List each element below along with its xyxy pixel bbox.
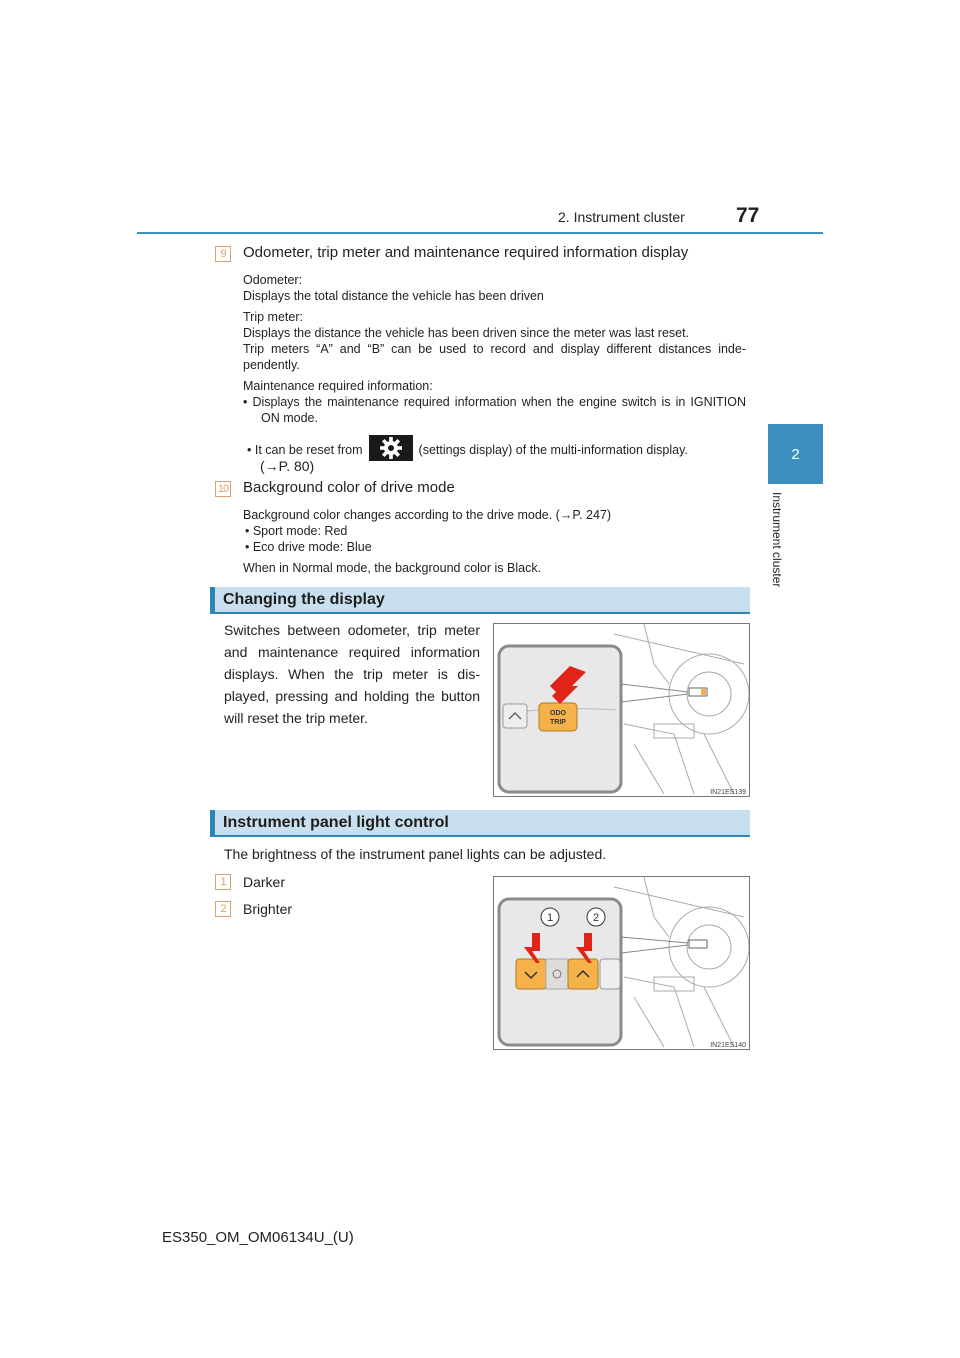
page-number: 77	[736, 204, 760, 227]
header-section-title: 2. Instrument cluster	[558, 209, 685, 225]
section-title-changing-display: Changing the display	[223, 591, 385, 608]
item-number-10: 10	[215, 481, 231, 497]
changing-display-text: Switches between odometer, trip meter and maintenance required information displays. When the trip meter is dis-played, pressing and holding the button will reset the trip meter.	[224, 622, 480, 726]
item10-title: Background color of drive mode	[243, 479, 455, 496]
odo-trip-button-illustration	[493, 623, 750, 797]
eco-mode-bullet: • Eco drive mode: Blue	[245, 540, 372, 554]
panel-light-buttons-illustration	[493, 876, 750, 1050]
brighter-label: Brighter	[243, 901, 293, 917]
trip-label-on-button: TRIP	[550, 719, 566, 726]
item9-title: Odometer, trip meter and maintenance required information display	[243, 244, 689, 261]
maintenance-page-ref: (→P. 80)	[260, 458, 315, 474]
item10-text: Background color changes according to the drive mode. (→P. 247)	[243, 508, 612, 522]
maintenance-bullet-2-start: • It can be reset from	[247, 443, 363, 457]
illustration-code-140: IN21ES140	[710, 1042, 746, 1049]
item-number-2: 2	[215, 901, 231, 917]
illustration-code-139: IN21ES139	[710, 789, 746, 796]
item10-body	[243, 507, 746, 576]
odometer-label: Odometer:	[243, 273, 303, 287]
trip-text-1: Displays the distance the vehicle has been driven since the meter was last reset.	[243, 326, 690, 340]
odo-label: ODO	[550, 710, 566, 717]
item-number-9: 9	[215, 246, 231, 262]
settings-gear-icon	[369, 435, 413, 461]
header-rule	[137, 232, 823, 234]
section-title-panel-light: Instrument panel light control	[223, 814, 449, 831]
item-number-1: 1	[215, 874, 231, 890]
trip-label: Trip meter:	[243, 310, 303, 324]
trip-text-2: Trip meters “A” and “B” can be used to record and display different distances inde-pendently.	[243, 342, 746, 372]
normal-mode-text: When in Normal mode, the background color is Black.	[243, 561, 542, 575]
callout-1: 1	[546, 912, 554, 924]
odometer-text: Displays the total distance the vehicle has been driven	[243, 289, 544, 303]
sport-mode-bullet: • Sport mode: Red	[245, 524, 348, 538]
maintenance-bullet-1: • Displays the maintenance required information when the engine switch is in IGNITION ON mode.	[243, 395, 746, 425]
chapter-tab: 2	[768, 424, 823, 484]
callout-2: 2	[592, 912, 600, 924]
maintenance-label: Maintenance required information:	[243, 379, 433, 393]
chapter-tab-label: Instrument cluster	[770, 492, 784, 588]
panel-light-text: The brightness of the instrument panel lights can be adjusted.	[224, 846, 607, 862]
darker-label: Darker	[243, 874, 286, 890]
item9-body	[243, 272, 746, 426]
document-code-footer: ES350_OM_OM06134U_(U)	[162, 1229, 354, 1246]
maintenance-bullet-2-end: (settings display) of the multi-information display.	[418, 443, 688, 457]
